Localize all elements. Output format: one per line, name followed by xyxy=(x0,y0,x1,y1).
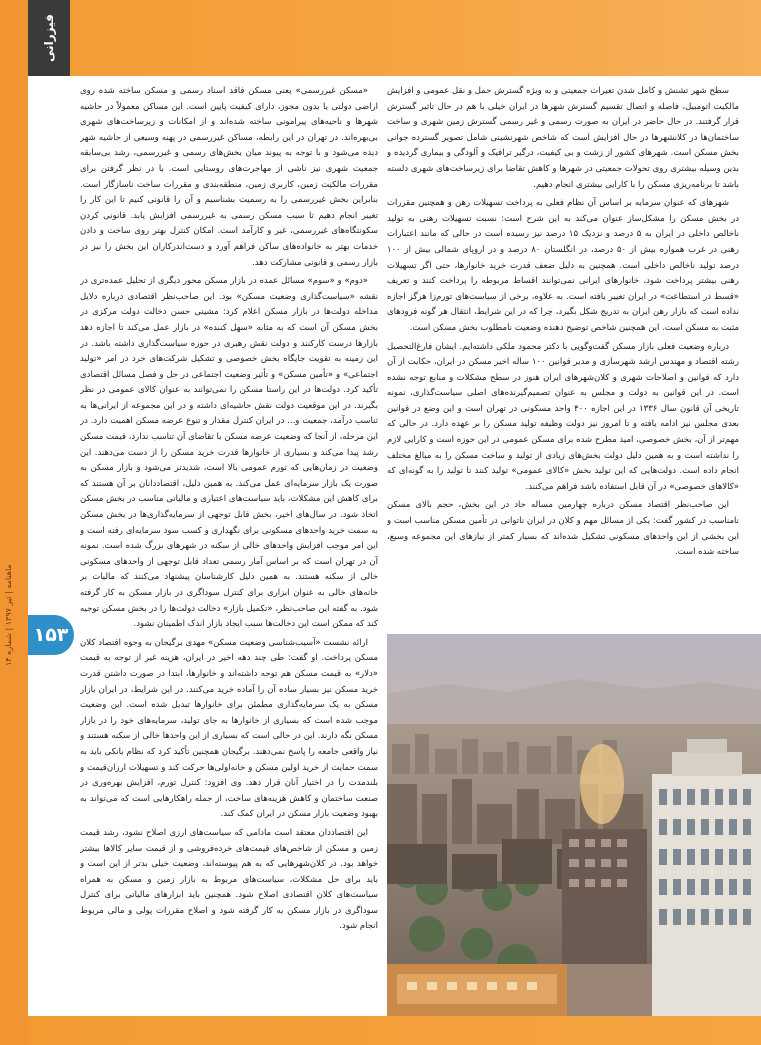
section-tab xyxy=(28,0,70,76)
footer-band xyxy=(28,1016,761,1045)
paragraph: درباره وضعیت فعلی بازار مسکن گفت‌وگویی با دکتر محمود ملکی داشته‌ایم. ایشان فارغ‌التحصیل رشته اقتصاد و مهندس ارشد شهرسازی و مدیر قوانین ۱۰۰ ساله اخیر مسکن در ایران، حکایت از آن دارد که قوانین و اصلاحات شهری و کلان‌شهرهای ایران هنوز در سطح مشکلات و منابع توجه نشده است. در این قوانین به دولت و مجلس به عنوان تصمیم‌گیرنده‌های اصلی سیاست‌گذاری، نمونه تاریخی آن قانون سال ۱۳۳۶ در این اجازه ۴۰۰ واحد مسکونی در تهران است و این وضع در قوانین بعدی مجلس نیز ادامه یافته و تا امروز نیز دولت وظیفه تولید مسکن را بر عهده دارد. در حالی که مهم‌تر از آن، بخش خصوصی، امید مطرح شده برای مسکن عمومی در این حوزه است و کارایی لازم را نداشته است و به همین دلیل دولت بخش‌های زیادی از تولید و ساخت مسکن را به مبالغ مختلف انجام داده است. دولت‌هایی که این تولید بخش «کالای عمومی» تولید کنند تا تولید را به گونه‌ای که «کالاهای خصوصی» در آن قابل استفاده باشد فراهم می‌کنند. xyxy=(387,341,739,492)
header-band xyxy=(0,0,761,76)
cityscape-image xyxy=(387,634,761,1016)
cityscape-photo xyxy=(387,634,761,1016)
paragraph: شهرهای که عنوان سرمایه بر اساس آن نظام فعلی به پرداخت تسهیلات رهن و همچنین مقررات در بخش مسکن را مشکل‌ساز عنوان می‌کند به این شرح است: نسبت تسهیلات رهنی به تولید ناخالص داخلی در ایران به ۵ درصد و نزدیک ۱۵ درصد نیز رسیده است در حالی که مانند اعتبارات رهنی در غرب همواره بیش از ۵۰ درصد، در انگلستان ۸۰ درصد و در اروپای شمالی بیش از ۱۰۰ درصد تولید ناخالص داخلی است. همچنین به دلیل ضعف قدرت خرید خانوارها، حتی اگر تسهیلات رهنی بیشتر پرداخت شود، خانوارهای ایرانی نمی‌توانند اقساط مربوطه را پرداخت کنند و تعریف «قسط در استطاعت» در ایران تغییر یافته است. به علاوه، برخی از سیاست‌های تورم‌زا هرگز اجازه نداده است که بازار رهن ایران به تدریج شکل بگیرد، چرا که در این شرایط، انتقال هر گونه فرودهای مثبت به مسکن است. این همچنین شاخص توضیح دهنده وضعیت نامطلوب بخش مسکن است. xyxy=(387,198,739,333)
paragraph: سطح شهر تشنش و کامل شدن تعیرات جمعیتی و به ویژه گسترش حمل و نقل عمومی و افزایش مالکیت اتومبیل، فاصله و اتصال تقسیم گسترش شهرها در ایران خیلی با هم در حال تاثیر گسترش قرار گرفتند. در حال حاضر در ایران به صورت رسمی و غیر رسمی گسترش زمین شهری و ساخت ساختمان‌ها در کلانشهرها در حال افزایش است که شاخص شهرنشینی شامل تصویر گسترده جوانی بخش مسکن است. شهرهای کشور از زشت و بی کیفیت، درگیر ترافیک و آلودگی و بیماری گردیده و بدین وسیله بیشتری روی تحولات جمعیتی در شهرها و کاهش تقاضا برای زیرساخت‌های شهری دلسته باشد تا برنامه‌ریزی مسکن را با کارایی بیشتری انجام دهیم. xyxy=(387,86,739,190)
left-column xyxy=(80,84,378,1010)
paragraph: این صاحب‌نظر اقتصاد مسکن درباره چهارمین مساله حاد در این بخش، حجم بالای مسکن نامناسب در کشور گفت: یکی از مسائل مهم و کلان در ایران ناتوانی در تأمین مسکن مناسب است و این بخشی از این واحدهای مسکونی تشکیل شده‌اند که بسیار کمتر از نیازهای این مجموعه وسیع، ساخته شده است. xyxy=(387,500,739,558)
right-column xyxy=(387,84,739,634)
paragraph: این اقتصاددان معتقد است مادامی که سیاست‌های ارزی اصلاح نشود، رشد قیمت زمین و مسکن از شاخص‌های قیمت‌های خرده‌فروشی و از قیمت سایر کالاها بیشتر خواهد بود. در کلان‌شهرهایی که به هم پیوسته‌اند، وضعیت خیلی بدتر از این است و باید برای حل مشکلات، سیاست‌های مربوط به بازار زمین و مسکن به همراه سیاست‌های کلان اقتصادی اصلاح شود. همچنین باید ابزارهای مالیاتی برای کنترل سوداگری در بازار مسکن به کار گرفته شود و اصلاح مقررات پولی و مالی مربوط انجام شود. xyxy=(80,827,378,932)
paragraph: ارائه نشست «آسیب‌شناسی وضعیت مسکن» مهدی برگیجان به وجوه اقتصاد کلان مسکن پرداخت. او گفت: طی چند دهه اخیر در ایران، هزینه غیر از توجه به قیمت «دلار» به قیمت مسکن هم توجه داشته‌اند و خانوارها، ابتدا در صورت داشتن قدرت خرید مسکن نیز بسیار ساده آن را آماده خرید می‌کنند. در این شرایط، در ایران بازار مسکن به یک سرمایه‌گذاری مطمئن برای خانوارها تبدیل شده است. این وضعیت موجب شده است که بسیاری از خانوارها به جای تولید، سرمایه‌های خود را در بازار مسکن نگه دارند. این در حالی است که بسیاری از این واحدها خالی از سکنه هستند و نیاز واقعی جامعه را پاسخ نمی‌دهند. برگیجان همچنین تأکید کرد که نظام بانکی باید به سمت حمایت از خرید اولین مسکن و خانه‌اولی‌ها حرکت کند و تسهیلات ارزان‌قیمت و بلندمدت را در اختیار آنان قرار دهد. وی افزود: کنترل تورم، افزایش بهره‌وری در صنعت ساختمان و کاهش هزینه‌های ساخت، از جمله راهکارهایی است که می‌تواند به بهبود وضعیت بازار مسکن در ایران کمک کند. xyxy=(80,637,378,820)
paragraph: «دوم» و «سوم» مسائل عمده در بازار مسکن محور دیگری از تحلیل عمده‌تری در نقشه «سیاست‌گذاری وضعیت مسکن» بود. این صاحب‌نظر اقتصادی درباره دلایل مداخله دولت‌ها در بازار مسکن اعلام کرد: مشیتی حسن دخالت دولت مرکزی در بخش مسکن آن است که به مثابه «سهل کننده» در بازار عمل می‌کند تا اجازه دهد بازارها درست کارکنند و دولت نقش رهبری در حوزه سیاست‌گذاری داشته باشد. در این زمینه به تقویت جایگاه بخش خصوصی و تشکیل شرکت‌های خرد در امر «تولید اجتماعی» و «تأمین مسکن» و تأثیر وضعیت اجتماعی در حل و فصل مسائل اقتصادی تأکید کرد. دولت‌ها در این راستا مسکن را نمی‌توانند به عنوان کالای عمومی در نظر بگیرند. در این موقعیت دولت نقش حاشیه‌ای داشته و در این مجموعه از ایرانی‌ها به تناسب درآمد، جمعیت و... در ایران کنترل مقدار و تنوع عرضه مسکن اهمیت دارد. در این مرحله، از آنجا که وضعیت عرضه مسکن با تقاضای آن تناسب ندارد، قیمت مسکن رشد پیدا می‌کند و بسیاری از خانوارها قدرت خرید مسکن را از دست می‌دهند. این وضعیت در زمان‌هایی که تورم عمومی بالا است، شدیدتر می‌شود و بازار مسکن به صورت یک بازار سرمایه‌ای عمل می‌کند. به همین دلیل، اقتصاددانان بر آن هستند که برای کاهش این مشکلات، باید سیاست‌های اعتباری و مالیاتی مناسب در بخش مسکن اتخاذ شود. در سال‌های اخیر، بخش قابل توجهی از سرمایه‌گذاری‌ها در بخش مسکن به سمت خرید واحدهای مسکونی برای نگهداری و کسب سود سرمایه‌ای رفته است و این امر موجب افزایش واحدهای خالی از سکنه در شهرهای بزرگ شده است. نمونه آن در تهران است که بر اساس آمار رسمی تعداد قابل توجهی از واحدهای مسکونی خالی از سکنه هستند. به همین دلیل کارشناسان پیشنهاد می‌کنند که مالیات بر خانه‌های خالی به عنوان ابزاری برای کنترل سوداگری در بازار مسکن به کار گرفته شود. به گفته این صاحب‌نظر، «تکمیل بازار» دخالت دولت‌ها را در بخش مسکن توجیه کند که ممکن است این دخالت‌ها سبب ایجاد بازار اندک اطمینان نشود. xyxy=(80,276,378,630)
issue-line: ماهنامه | تیر ۱۳۹۷ | شماره ۱۴ xyxy=(4,564,13,666)
page-number: ۱۵۳ xyxy=(28,615,74,655)
section-label: فیزرانی xyxy=(42,14,56,62)
paragraph: «مسکن غیررسمی» یعنی مسکن فاقد اسناد رسمی و مسکن ساخته شده روی اراضی دولتی یا بدون مجوز، دارای کیفیت پایین است. این مساکن معمولاً در حاشیه شهرها و ناحیه‌های پیرامونی ساخته شده‌اند و از امکانات و زیرساخت‌های شهری بی‌بهره‌اند. در تهران در این رابطه، مساکن غیررسمی در پهنه وسیعی از حاشیه شهر دیده می‌شود و با توجه به پیوند میان بخش‌های رسمی و غیررسمی، رشد بی‌سابقه جمعیت شهری نیز ناشی از مهاجرت‌های روستایی است. با در نظر گرفتن برای مقررات مالکیت زمین، کاربری زمین، منطقه‌بندی و مقررات ساخت ناسازگار است. بنابراین بخش غیررسمی را به رسمیت بشناسیم و آن را قانونی کنیم تا این کار را تغییر انجام دهیم تا سبب مسکن رسمی به غیررسمی افزایش یابد. قانونی کردن سکونتگاه‌های غیررسمی، غیر و کارآمد است. امکان کنترل بهتر روی ساخت و دادن خدمات بهتر به خانواده‌های ساکن فراهم آورد و دست‌اندرکاران این بخش را نیز در بازار رسمی و قانونی مشارکت دهد. xyxy=(80,86,378,268)
